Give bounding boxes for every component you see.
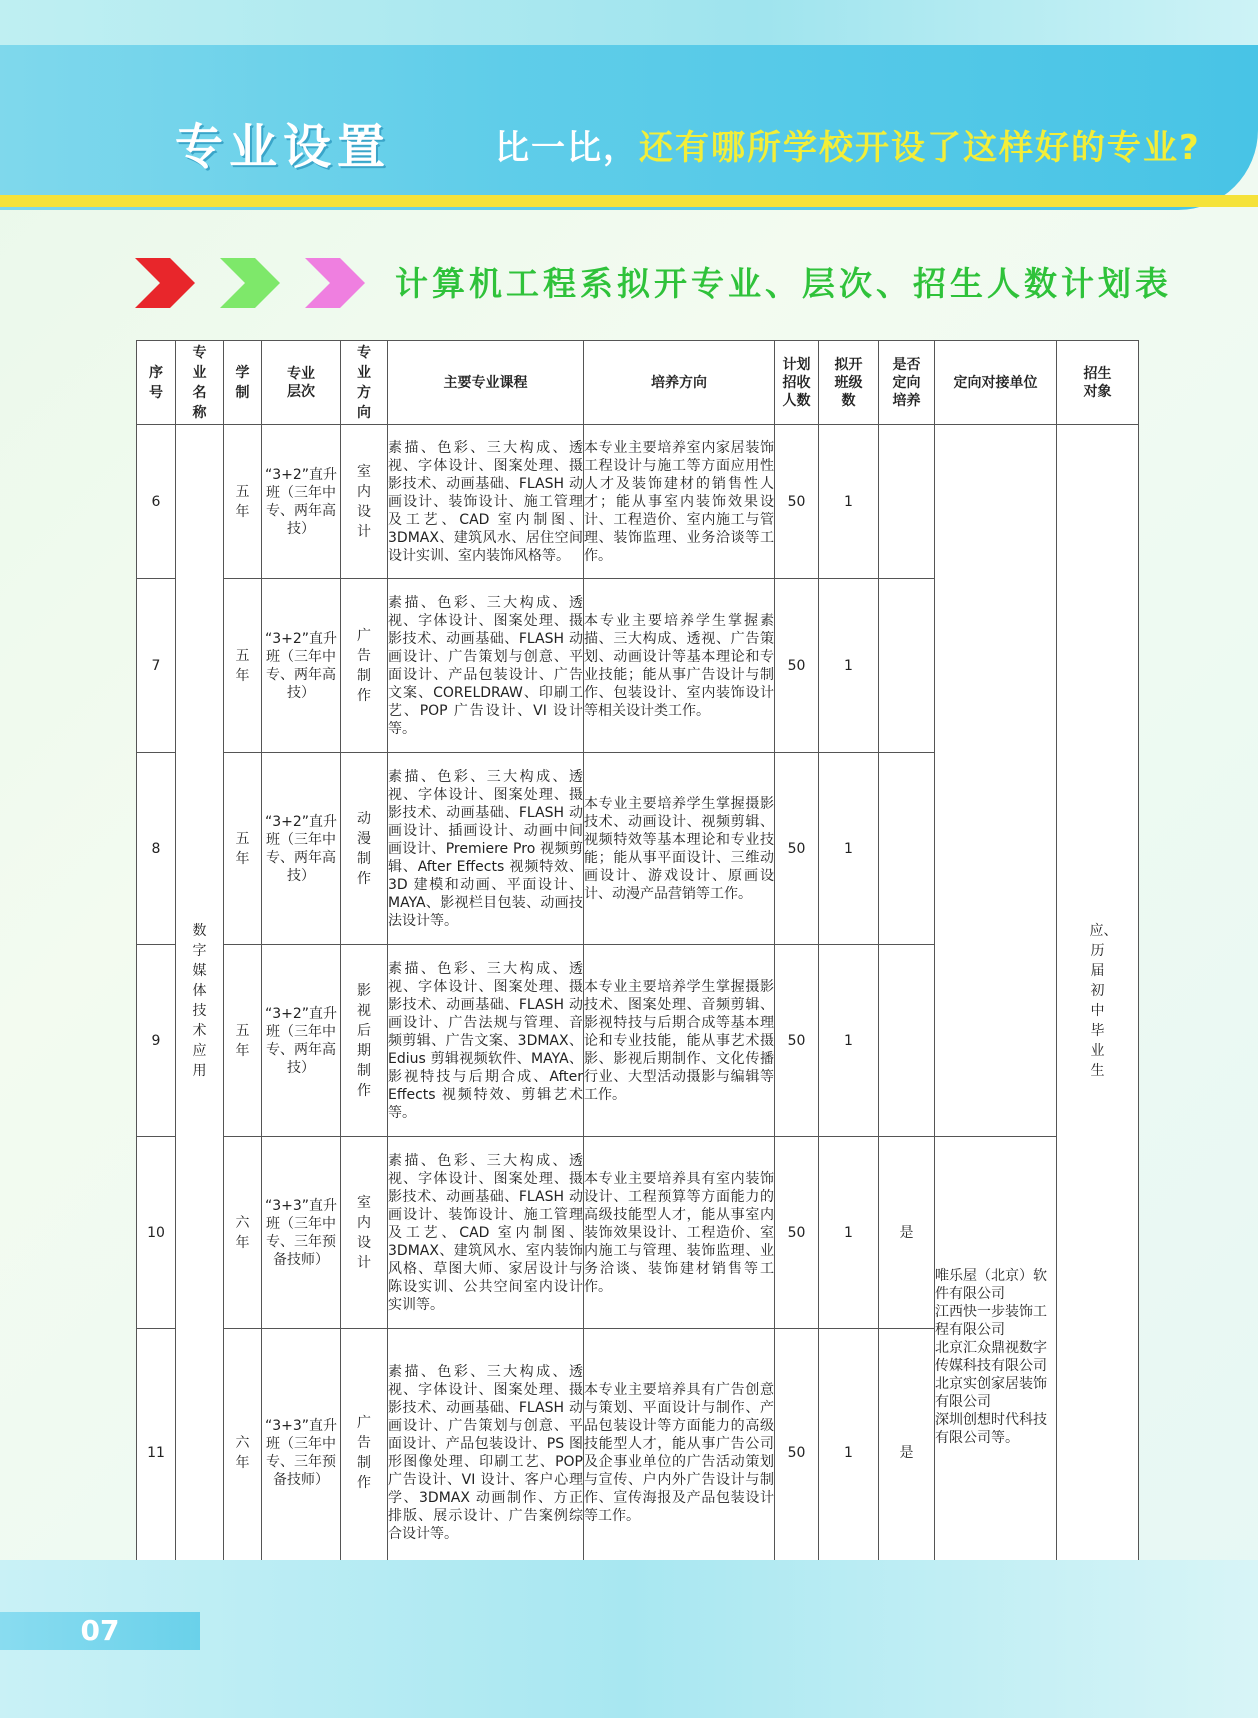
page-subtitle [495, 120, 1201, 169]
cell-classes: 1 [819, 1329, 879, 1577]
cell-years: 六年 [224, 1329, 262, 1577]
cell-training: 本专业主要培养室内家居装饰工程设计与施工等方面应用性人才及装饰建材的销售性人才；能从事室内装饰效果设计、工程造价、室内施工与管理、装饰监理、业务洽谈等工作。 [584, 425, 775, 579]
cell-level: “3+3”直升班（三年中专、三年预备技师） [262, 1329, 341, 1577]
cell-level: “3+2”直升班（三年中专、两年高技） [262, 753, 341, 945]
header-courses: 主要专业课程 [388, 341, 584, 425]
cell-oriented [879, 945, 935, 1137]
page-title: 专业设置 [175, 119, 392, 175]
cell-classes: 1 [819, 579, 879, 753]
cell-level: “3+2”直升班（三年中专、两年高技） [262, 425, 341, 579]
cell-level: “3+2”直升班（三年中专、两年高技） [262, 945, 341, 1137]
cell-partner-empty [935, 425, 1057, 1137]
cell-courses: 素描、色彩、三大构成、透视、字体设计、图案处理、摄影技术、动画基础、FLASH 动画设计、广告法规与管理、音频剪辑、广告文案、3DMAX、Edius 剪辑视频软件、MAYA、影视特技与后期合成、After Effects 视频特效、剪辑艺术等。 [388, 945, 584, 1137]
header-target: 招生对象 [1057, 341, 1139, 425]
header-oriented: 是否定向培养 [879, 341, 935, 425]
chevron-right-icon [305, 258, 365, 308]
header-banner-stripe [0, 195, 1258, 207]
cell-direction: 室内设计 [341, 425, 388, 579]
cell-years: 五年 [224, 579, 262, 753]
cell-planned: 50 [775, 1137, 819, 1329]
cell-courses: 素描、色彩、三大构成、透视、字体设计、图案处理、摄影技术、动画基础、FLASH 动画设计、装饰设计、施工管理及工艺、CAD 室内制图、3DMAX、建筑风水、室内装饰风格、草图大师、家居设计与陈设实训、公共空间室内设计实训等。 [388, 1137, 584, 1329]
cell-seq: 10 [137, 1137, 176, 1329]
header-level: 专业层次 [262, 341, 341, 425]
section-title: 计算机工程系拟开专业、层次、招生人数计划表 [395, 264, 1172, 303]
cell-seq: 6 [137, 425, 176, 579]
subtitle-prefix: 比一比， [495, 128, 639, 168]
header-direction-major: 专业方向 [341, 341, 388, 425]
header-major: 专业名称 [176, 341, 224, 425]
cell-seq: 9 [137, 945, 176, 1137]
subtitle-highlight: 还有哪所学校开设了这样好的专业? [639, 128, 1201, 168]
cell-planned: 50 [775, 579, 819, 753]
cell-direction: 室内设计 [341, 1137, 388, 1329]
cell-classes: 1 [819, 945, 879, 1137]
cell-planned: 50 [775, 1329, 819, 1577]
cell-seq: 7 [137, 579, 176, 753]
header-training: 培养方向 [584, 341, 775, 425]
cell-level: “3+2”直升班（三年中专、两年高技） [262, 579, 341, 753]
cell-training: 本专业主要培养具有室内装饰设计、工程预算等方面能力的高级技能型人才，能从事室内装饰效果设计、工程造价、室内施工与管理、装饰监理、业务洽谈、装饰建材销售等工作。 [584, 1137, 775, 1329]
chevron-right-icon [220, 258, 280, 308]
cell-classes: 1 [819, 1137, 879, 1329]
cell-training: 本专业主要培养具有广告创意与策划、平面设计与制作、产品包装设计等方面能力的高级技能型人才，能从事广告公司及企事业单位的广告活动策划与宣传、户内外广告设计与制作、宣传海报及产品包装设计等工作。 [584, 1329, 775, 1577]
cell-training: 本专业主要培养学生掌握摄影技术、动画设计、视频剪辑、视频特效等基本理论和专业技能；能从事平面设计、三维动画设计、游戏设计、原画设计、动漫产品营销等工作。 [584, 753, 775, 945]
header-planned: 计划招收人数 [775, 341, 819, 425]
cell-direction: 广告制作 [341, 1329, 388, 1577]
cell-direction: 影视后期制作 [341, 945, 388, 1137]
cell-courses: 素描、色彩、三大构成、透视、字体设计、图案处理、摄影技术、动画基础、FLASH 动画设计、装饰设计、施工管理及工艺、CAD 室内制图、3DMAX、建筑风水、居住空间设计实训、室内装饰风格等。 [388, 425, 584, 579]
cell-courses: 素描、色彩、三大构成、透视、字体设计、图案处理、摄影技术、动画基础、FLASH 动画设计、广告策划与创意、平面设计、产品包装设计、PS 图形图像处理、印刷工艺、POP 广告设计、VI 设计、客户心理学、3DMAX 动画制作、方正排版、展示设计、广告案例综合设计等。 [388, 1329, 584, 1577]
header-seq: 序号 [137, 341, 176, 425]
cell-oriented [879, 579, 935, 753]
cell-level: “3+3”直升班（三年中专、三年预备技师） [262, 1137, 341, 1329]
cell-oriented: 是 [879, 1137, 935, 1329]
cell-oriented: 是 [879, 1329, 935, 1577]
cell-direction: 广告制作 [341, 579, 388, 753]
chevron-right-icon [135, 258, 195, 308]
cell-years: 六年 [224, 1137, 262, 1329]
cell-oriented [879, 753, 935, 945]
cell-years: 五年 [224, 945, 262, 1137]
cell-years: 五年 [224, 753, 262, 945]
enrollment-plan-table [136, 340, 1139, 1577]
cell-courses: 素描、色彩、三大构成、透视、字体设计、图案处理、摄影技术、动画基础、FLASH 动画设计、广告策划与创意、平面设计、产品包装设计、广告文案、CORELDRAW、印刷工艺、POP 广告设计、VI 设计等。 [388, 579, 584, 753]
chevron-arrows-icon [135, 258, 370, 308]
cell-target: 应、历届初中毕业生 [1057, 425, 1139, 1577]
cell-years: 五年 [224, 425, 262, 579]
cell-planned: 50 [775, 753, 819, 945]
cell-seq: 8 [137, 753, 176, 945]
cell-partner: 唯乐屋（北京）软件有限公司 江西快一步装饰工程有限公司 北京汇众鼎视数字传媒科技有限公司 北京实创家居装饰有限公司 深圳创想时代科技有限公司等。 [935, 1137, 1057, 1577]
table-row [137, 1137, 1139, 1329]
header-classes: 拟开班级数 [819, 341, 879, 425]
cell-planned: 50 [775, 945, 819, 1137]
table-row [137, 425, 1139, 579]
cell-direction: 动漫制作 [341, 753, 388, 945]
cell-planned: 50 [775, 425, 819, 579]
cell-training: 本专业主要培养学生掌握摄影技术、图案处理、音频剪辑、影视特技与后期合成等基本理论和专业技能，能从事艺术摄影、影视后期制作、文化传播行业、大型活动摄影与编辑等工作。 [584, 945, 775, 1137]
cell-classes: 1 [819, 753, 879, 945]
cell-courses: 素描、色彩、三大构成、透视、字体设计、图案处理、摄影技术、动画基础、FLASH 动画设计、插画设计、动画中间画设计、Premiere Pro 视频剪辑、After Effects 视频特效、3D 建模和动画、平面设计、MAYA、影视栏目包装、动画技法设计等。 [388, 753, 584, 945]
cell-classes: 1 [819, 425, 879, 579]
cell-major-name: 数字媒体技术应用 [176, 425, 224, 1577]
header-years: 学制 [224, 341, 262, 425]
cell-oriented [879, 425, 935, 579]
table-header-row [137, 341, 1139, 425]
header-partner: 定向对接单位 [935, 341, 1057, 425]
page-number: 07 [0, 1612, 200, 1650]
cell-training: 本专业主要培养学生掌握素描、三大构成、透视、广告策划、动画设计等基本理论和专业技能；能从事广告设计与制作、包装设计、室内装饰设计等相关设计类工作。 [584, 579, 775, 753]
cell-seq: 11 [137, 1329, 176, 1577]
